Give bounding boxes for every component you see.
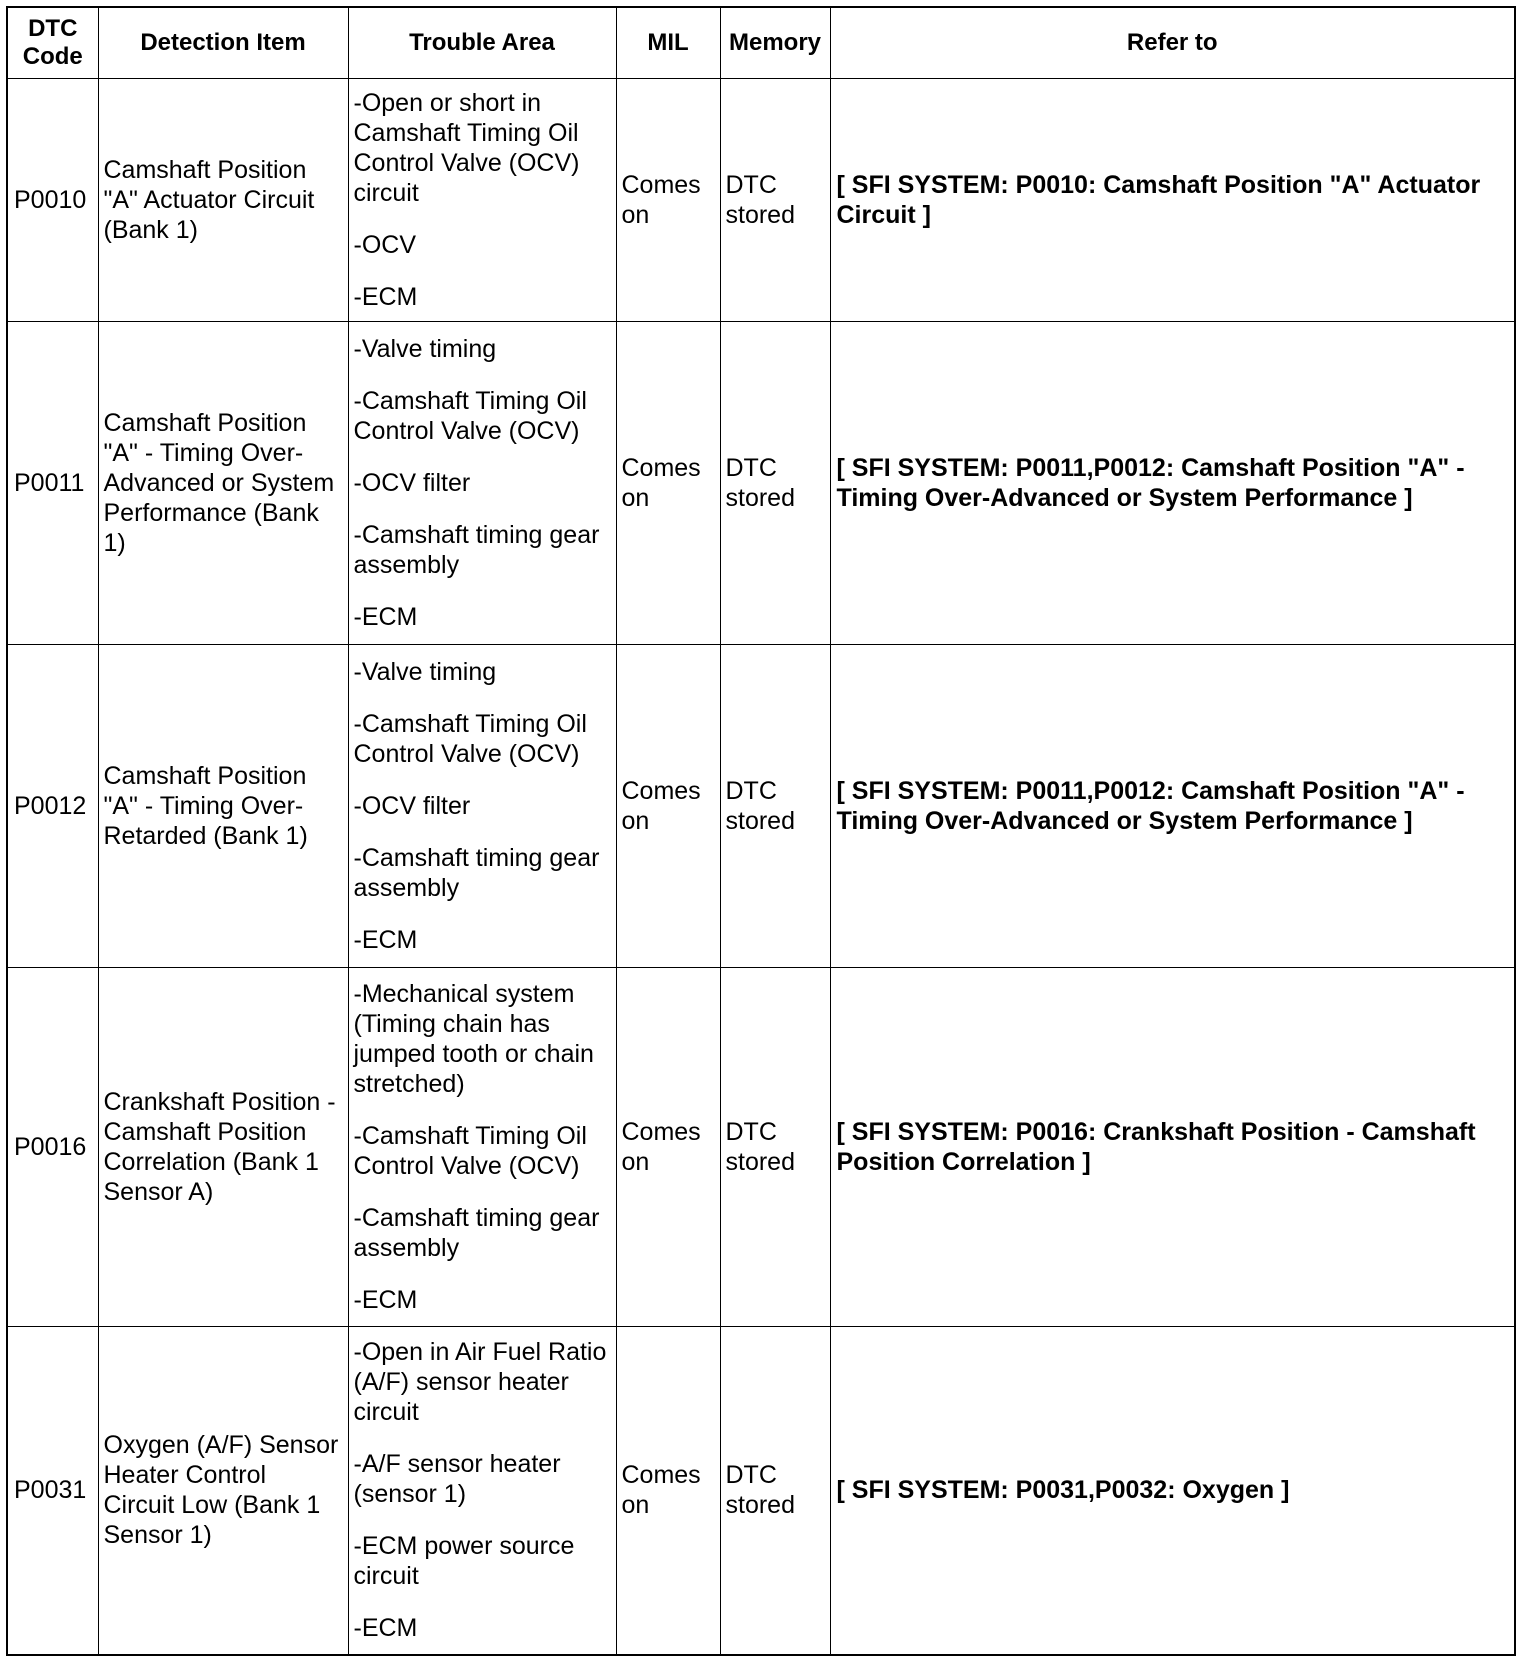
refer-to-link[interactable]: [ SFI SYSTEM: P0031,P0032: Oxygen ]	[830, 1327, 1515, 1655]
trouble-area-cell	[348, 645, 616, 968]
header-refer-to: Refer to	[830, 7, 1515, 79]
trouble-area-item: -Camshaft timing gear assembly	[353, 521, 600, 579]
table-body	[7, 79, 1515, 1655]
header-dtc-code: DTC Code	[7, 7, 98, 79]
trouble-area-cell	[348, 322, 616, 645]
trouble-area-cell	[348, 79, 616, 322]
trouble-area-list	[354, 973, 611, 1321]
mil-cell: Comes on	[616, 968, 720, 1327]
trouble-area-item: -Camshaft Timing Oil Control Valve (OCV)	[353, 387, 587, 445]
trouble-area-item: -Open in Air Fuel Ratio (A/F) sensor heater circuit	[353, 1338, 607, 1427]
table-row	[7, 968, 1515, 1327]
table-row	[7, 79, 1515, 322]
refer-to-link[interactable]: [ SFI SYSTEM: P0016: Crankshaft Position - Camshaft Position Correlation ]	[830, 968, 1515, 1327]
detection-item-cell: Camshaft Position "A" Actuator Circuit (Bank 1)	[98, 79, 348, 322]
memory-cell: DTC stored	[720, 79, 830, 322]
trouble-area-list	[354, 1331, 611, 1649]
memory-cell: DTC stored	[720, 1327, 830, 1655]
trouble-area-item: -Camshaft Timing Oil Control Valve (OCV)	[353, 710, 587, 768]
detection-item-cell: Camshaft Position "A" - Timing Over-Advanced or System Performance (Bank 1)	[98, 322, 348, 645]
header-trouble-area: Trouble Area	[348, 7, 616, 79]
table-header	[7, 7, 1515, 79]
memory-cell: DTC stored	[720, 968, 830, 1327]
trouble-area-list	[354, 651, 611, 961]
header-memory: Memory	[720, 7, 830, 79]
header-mil: MIL	[616, 7, 720, 79]
trouble-area-list	[354, 82, 611, 318]
trouble-area-item: -ECM	[353, 1614, 418, 1643]
header-row	[7, 7, 1515, 79]
trouble-area-item: -Camshaft timing gear assembly	[353, 1204, 600, 1262]
trouble-area-item: -Camshaft Timing Oil Control Valve (OCV)	[353, 1122, 587, 1180]
memory-cell: DTC stored	[720, 322, 830, 645]
detection-item-cell: Crankshaft Position - Camshaft Position Correlation (Bank 1 Sensor A)	[98, 968, 348, 1327]
memory-cell: DTC stored	[720, 645, 830, 968]
dtc-code-cell: P0011	[7, 322, 98, 645]
trouble-area-list	[354, 328, 611, 638]
trouble-area-item: -OCV filter	[353, 469, 471, 497]
table-row	[7, 1327, 1515, 1655]
trouble-area-item: -Valve timing	[353, 335, 497, 363]
table-row	[7, 645, 1515, 968]
dtc-code-cell: P0012	[7, 645, 98, 968]
trouble-area-item: -OCV	[353, 231, 416, 259]
trouble-area-item: -ECM	[353, 926, 418, 954]
dtc-code-cell: P0031	[7, 1327, 98, 1655]
header-detection-item: Detection Item	[98, 7, 348, 79]
mil-cell: Comes on	[616, 79, 720, 322]
trouble-area-item: -ECM	[353, 603, 418, 631]
trouble-area-item: -OCV filter	[353, 792, 471, 820]
dtc-table	[6, 6, 1516, 1656]
table-row	[7, 322, 1515, 645]
detection-item-cell: Camshaft Position "A" - Timing Over-Retarded (Bank 1)	[98, 645, 348, 968]
trouble-area-item: -ECM	[353, 283, 418, 311]
mil-cell: Comes on	[616, 322, 720, 645]
dtc-code-cell: P0016	[7, 968, 98, 1327]
refer-to-link[interactable]: [ SFI SYSTEM: P0011,P0012: Camshaft Position "A" - Timing Over-Advanced or System Performance ]	[830, 322, 1515, 645]
trouble-area-item: -Valve timing	[353, 658, 497, 686]
trouble-area-cell	[348, 968, 616, 1327]
trouble-area-item: -Open or short in Camshaft Timing Oil Control Valve (OCV) circuit	[353, 89, 580, 207]
detection-item-cell: Oxygen (A/F) Sensor Heater Control Circuit Low (Bank 1 Sensor 1)	[98, 1327, 348, 1655]
refer-to-link[interactable]: [ SFI SYSTEM: P0011,P0012: Camshaft Position "A" - Timing Over-Advanced or System Performance ]	[830, 645, 1515, 968]
trouble-area-item: -Camshaft timing gear assembly	[353, 844, 600, 902]
mil-cell: Comes on	[616, 645, 720, 968]
dtc-code-cell: P0010	[7, 79, 98, 322]
trouble-area-item: -ECM power source circuit	[353, 1532, 575, 1591]
trouble-area-item: -ECM	[353, 1286, 418, 1314]
trouble-area-item: -Mechanical system (Timing chain has jumped tooth or chain stretched)	[353, 980, 594, 1098]
mil-cell: Comes on	[616, 1327, 720, 1655]
refer-to-link[interactable]: [ SFI SYSTEM: P0010: Camshaft Position "A" Actuator Circuit ]	[830, 79, 1515, 322]
trouble-area-cell	[348, 1327, 616, 1655]
trouble-area-item: -A/F sensor heater (sensor 1)	[353, 1450, 561, 1509]
